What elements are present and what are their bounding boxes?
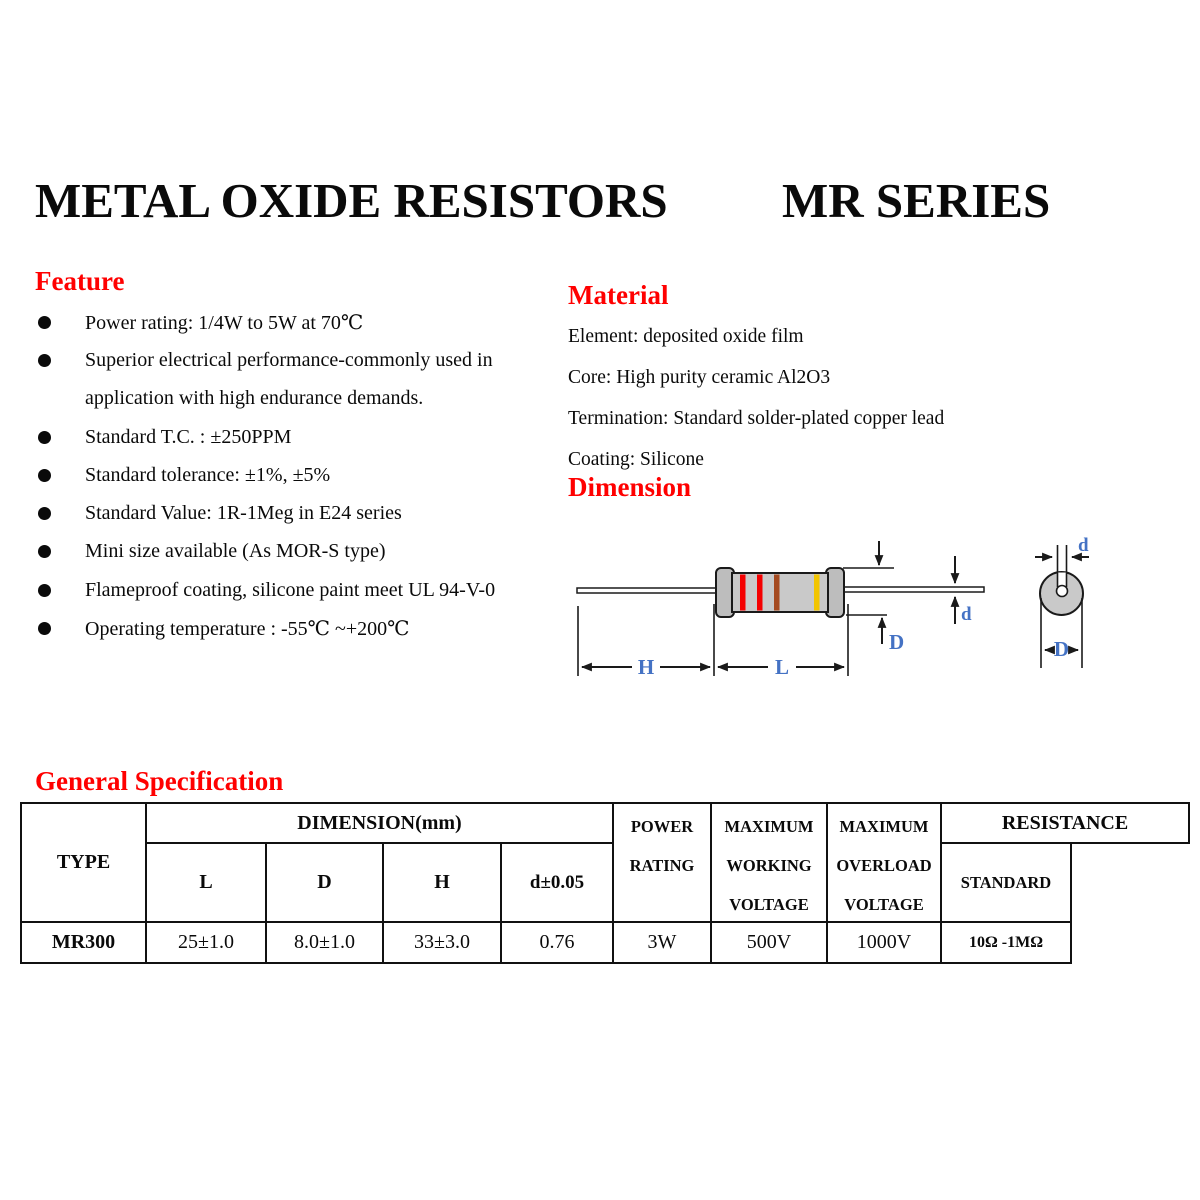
bullet-icon <box>38 622 51 635</box>
dim-label-body-dia: D <box>889 630 905 654</box>
lead-wire-left <box>577 588 720 593</box>
td-working: 500V <box>710 921 828 964</box>
feature-item-text: Standard Value: 1R-1Meg in E24 series <box>85 502 402 525</box>
td-d-small: 0.76 <box>500 921 614 964</box>
general-spec-heading: General Specification <box>35 766 284 796</box>
color-band-3 <box>774 575 780 611</box>
feature-heading: Feature <box>35 266 125 296</box>
th-max-working-line: VOLTAGE <box>729 895 809 914</box>
th-max-overload-voltage <box>826 802 942 923</box>
th-power-rating-line: RATING <box>629 856 695 875</box>
th-max-overload-line: MAXIMUM <box>839 817 929 836</box>
th-max-working-line: WORKING <box>726 856 812 875</box>
bullet-icon <box>38 507 51 520</box>
material-heading: Material <box>568 280 669 310</box>
page-title: METAL OXIDE RESISTORS <box>35 173 668 228</box>
dim-label-lead-dia: d <box>961 604 972 625</box>
material-line: Termination: Standard solder-plated copper lead <box>568 407 945 429</box>
th-h: H <box>382 842 502 923</box>
feature-item-continuation <box>35 380 555 418</box>
color-band-4 <box>814 575 820 611</box>
feature-item-text: Standard tolerance: ±1%, ±5% <box>85 463 331 486</box>
feature-item <box>35 571 555 609</box>
th-power-rating-line: POWER <box>630 817 694 836</box>
feature-item-text: application with high endurance demands. <box>85 387 424 410</box>
th-max-overload-line: VOLTAGE <box>844 895 924 914</box>
feature-item-text: Superior electrical performance-commonly used in <box>85 348 493 371</box>
feature-item-text: Standard T.C. : ±250PPM <box>85 425 292 448</box>
material-line: Core: High purity ceramic Al2O3 <box>568 366 831 388</box>
th-type: TYPE <box>20 802 147 923</box>
dimension-heading: Dimension <box>568 472 692 502</box>
feature-item <box>35 418 555 456</box>
dim-label-body-length: L <box>774 655 790 679</box>
feature-item-text: Mini size available (As MOR-S type) <box>85 540 386 563</box>
bullet-icon <box>38 584 51 597</box>
bullet-icon <box>38 545 51 558</box>
end-view-lead-hole <box>1057 586 1068 597</box>
td-h: 33±3.0 <box>382 921 502 964</box>
feature-item <box>35 533 555 571</box>
th-l: L <box>145 842 267 923</box>
td-d: 8.0±1.0 <box>265 921 384 964</box>
bullet-icon <box>38 354 51 367</box>
th-dimension-group: DIMENSION(mm) <box>145 802 614 844</box>
material-list <box>568 316 1038 480</box>
material-line: Element: deposited oxide film <box>568 325 804 347</box>
lead-wire-right <box>840 587 984 592</box>
td-type: MR300 <box>20 921 147 964</box>
feature-item <box>35 303 555 341</box>
feature-item <box>35 609 555 647</box>
dim-label-end-body-dia: D <box>1053 637 1070 661</box>
dim-label-end-lead-dia: d <box>1078 535 1089 556</box>
td-power: 3W <box>612 921 712 964</box>
th-standard: STANDARD <box>940 842 1072 923</box>
bullet-icon <box>38 469 51 482</box>
th-max-working-voltage <box>710 802 828 923</box>
feature-item <box>35 341 555 379</box>
resistor-dimension-diagram <box>560 520 1200 700</box>
feature-item-text: Power rating: 1/4W to 5W at 70℃ <box>85 311 364 334</box>
material-line: Coating: Silicone <box>568 448 704 470</box>
feature-item-text: Operating temperature : -55℃ ~+200℃ <box>85 618 410 641</box>
td-resistance: 10Ω -1MΩ <box>940 921 1072 964</box>
series-title: MR SERIES <box>782 173 1051 228</box>
feature-item <box>35 456 555 494</box>
resistor-body <box>732 573 828 612</box>
feature-list <box>35 303 555 648</box>
th-max-working-line: MAXIMUM <box>724 817 814 836</box>
th-d-small: d±0.05 <box>500 842 614 923</box>
th-resistance: RESISTANCE <box>940 802 1190 844</box>
dim-label-lead-length: H <box>637 655 655 679</box>
th-d: D <box>265 842 384 923</box>
td-overload: 1000V <box>826 921 942 964</box>
th-power-rating <box>612 802 712 923</box>
feature-item-text: Flameproof coating, silicone paint meet UL 94-V-0 <box>85 578 496 601</box>
th-max-overload-line: OVERLOAD <box>836 856 932 875</box>
td-l: 25±1.0 <box>145 921 267 964</box>
feature-item <box>35 494 555 532</box>
bullet-icon <box>38 431 51 444</box>
color-band-1 <box>740 575 746 611</box>
color-band-2 <box>757 575 763 611</box>
bullet-icon <box>38 316 51 329</box>
